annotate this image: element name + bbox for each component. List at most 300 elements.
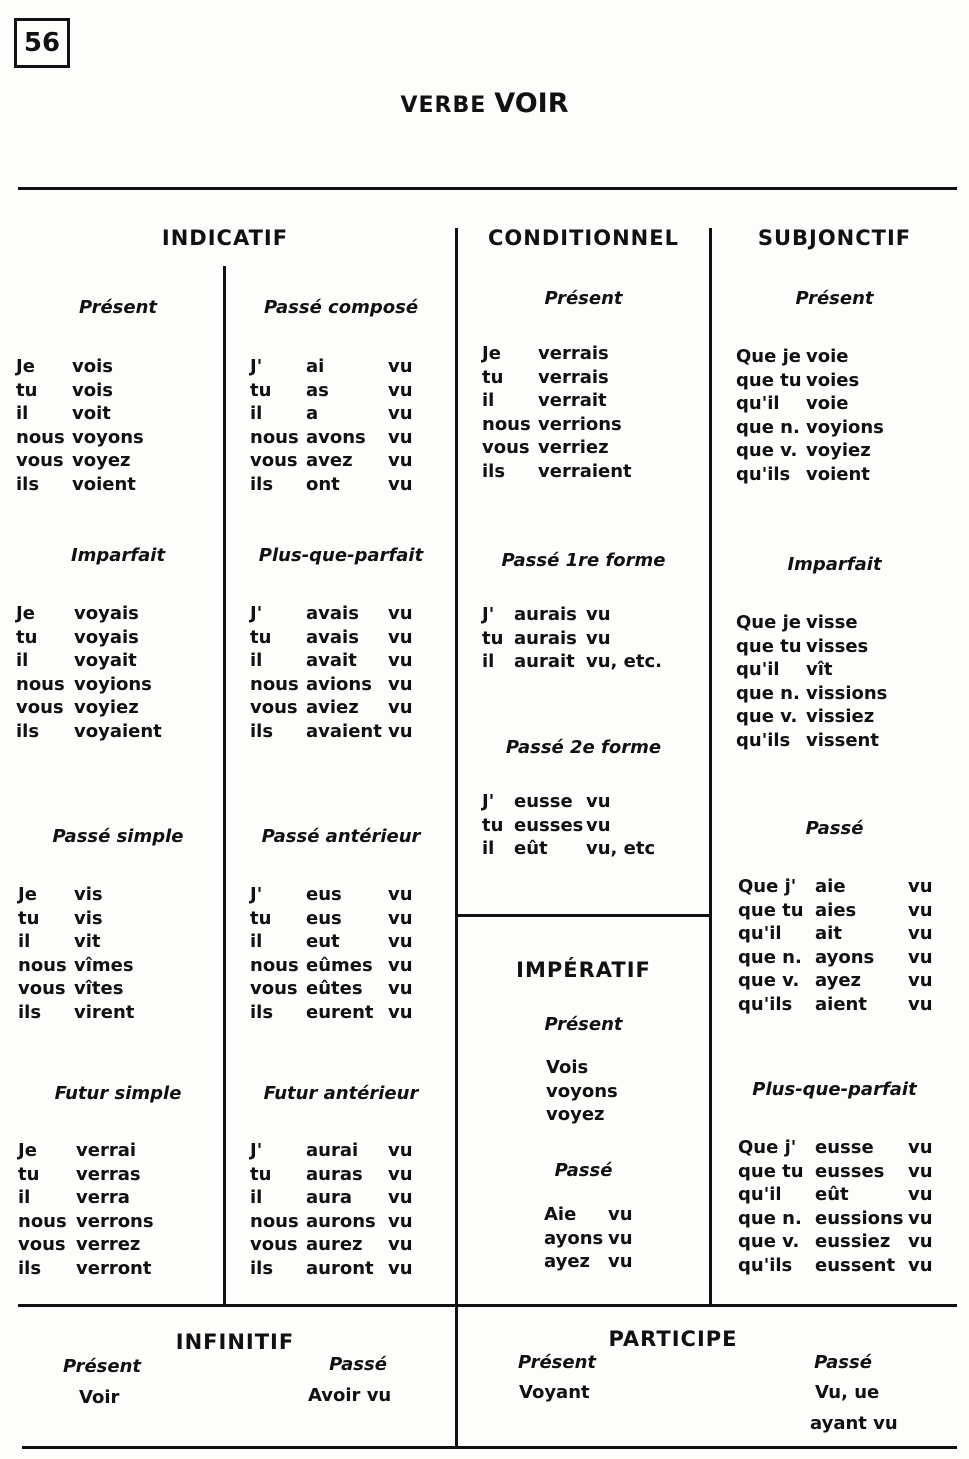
conjugation-row — [250, 473, 413, 497]
pronoun: nous — [250, 1210, 299, 1232]
pronoun: il — [482, 390, 495, 411]
subjonctif-plus-que-parfait-label: Plus-que-parfait — [752, 1079, 917, 1100]
conjugation-row — [546, 1103, 618, 1127]
verb-form: vîtes — [74, 978, 124, 999]
conjugation-row — [482, 413, 632, 437]
pronoun: il — [250, 1187, 263, 1208]
participle: vu — [388, 1001, 413, 1023]
conjugation-row — [736, 439, 884, 463]
verb-form: eut — [306, 931, 340, 952]
pronoun: vous — [482, 437, 530, 458]
verb-form: eussiez — [815, 1231, 891, 1252]
participle: vu — [388, 931, 413, 952]
conjugation-row — [250, 602, 413, 626]
verb-form: avaient — [306, 720, 382, 742]
verb-form: vis — [74, 907, 103, 929]
verb-form: Vois — [546, 1057, 589, 1078]
verb-form: voyais — [74, 626, 139, 648]
conjugation-row — [250, 673, 413, 697]
verb-form: verrai — [76, 1140, 137, 1161]
pronoun: qu'il — [736, 393, 780, 414]
pronoun: que n. — [738, 1207, 802, 1229]
pronoun: tu — [250, 626, 272, 648]
conjugation-row — [16, 720, 162, 744]
conjugation-row — [16, 426, 144, 450]
conjugation-row — [736, 392, 884, 416]
pronoun: qu'il — [738, 1184, 782, 1205]
conditionnel-present-label: Présent — [544, 288, 623, 309]
verb-form: visses — [806, 635, 869, 657]
conjugation-row — [738, 1230, 933, 1254]
pronoun: il — [18, 1187, 31, 1208]
verb-form: ait — [815, 923, 842, 944]
verb-form: voie — [806, 346, 849, 367]
pronoun: nous — [250, 673, 299, 695]
participle: vu — [586, 627, 611, 649]
page-number: 56 — [14, 18, 70, 68]
conditionnel-subjonctif-divider — [709, 228, 712, 1304]
pronoun: que n. — [738, 946, 802, 968]
pronoun: tu — [16, 626, 38, 648]
verb-form: avons — [306, 426, 366, 448]
participle: vu — [586, 791, 611, 812]
verb-form: vois — [72, 356, 113, 377]
conjugation-row — [738, 946, 933, 970]
pronoun: Je — [18, 884, 37, 905]
conjugation-row — [18, 1210, 154, 1234]
participle: vu — [388, 626, 413, 648]
conjugation-row — [736, 729, 887, 753]
pronoun: tu — [482, 366, 504, 388]
verb-form: verra — [76, 1187, 130, 1208]
conjugation-row — [482, 790, 655, 814]
conditionnel-passe1-text: Passé 1re forme — [501, 550, 666, 571]
participle: vu — [388, 473, 413, 495]
pronoun: vous — [250, 450, 298, 471]
verb-form: vissions — [806, 682, 888, 704]
pronoun: J' — [482, 791, 495, 812]
pronoun: il — [250, 931, 263, 952]
top-rule — [18, 187, 957, 190]
participle: vu — [388, 884, 413, 905]
indicatif-plus-que-parfait-label: Plus-que-parfait — [258, 545, 424, 566]
pronoun: nous — [18, 954, 67, 976]
pronoun: que tu — [736, 369, 802, 391]
participe-heading: PARTICIPE — [608, 1327, 738, 1351]
indicatif-passe-anterieur-rows — [250, 883, 413, 1024]
conjugation-row — [482, 603, 662, 627]
verb-form: vis — [74, 884, 103, 905]
participle: vu — [908, 970, 933, 991]
indicatif-passe-simple-rows — [18, 883, 134, 1024]
conjugation-row — [482, 650, 662, 674]
conjugation-row — [250, 1257, 413, 1281]
conjugation-row — [546, 1056, 618, 1080]
verb-form: eusses — [514, 814, 584, 836]
participe-present-value: Voyant — [519, 1382, 590, 1403]
conjugation-row — [736, 416, 884, 440]
conjugation-row — [482, 366, 632, 390]
conjugation-row — [250, 930, 413, 954]
pronoun: Que j' — [738, 1137, 797, 1158]
verb-form: voyiez — [74, 697, 139, 718]
pronoun: il — [16, 650, 29, 671]
verb-form: avait — [306, 650, 357, 671]
pronoun: ils — [18, 1257, 42, 1279]
verb-form: verrait — [538, 390, 607, 411]
participle: vu — [908, 1207, 933, 1229]
verb-form: avez — [306, 450, 353, 471]
verb-form: voyaient — [74, 720, 162, 742]
verb-form: auront — [306, 1257, 374, 1279]
verb-form: as — [306, 379, 329, 401]
verb-form: ayons — [815, 946, 875, 968]
verb-form: voyez — [72, 450, 131, 471]
verb-form: eussent — [815, 1254, 896, 1276]
verb-form: vu — [608, 1204, 633, 1225]
conjugation-row — [18, 1233, 154, 1257]
pronoun: qu'ils — [738, 993, 793, 1015]
conjugation-row — [738, 899, 933, 923]
participle: vu — [908, 993, 933, 1015]
verb-form: eusses — [815, 1160, 885, 1182]
pronoun: qu'ils — [736, 729, 791, 751]
conjugation-row — [250, 626, 413, 650]
pronoun: ils — [482, 460, 506, 482]
indicatif-passe-compose-label: Passé composé — [263, 297, 419, 318]
pronoun: que tu — [736, 635, 802, 657]
conjugation-row — [544, 1203, 633, 1227]
participle: vu — [388, 673, 413, 695]
infinitif-heading: INFINITIF — [175, 1330, 295, 1354]
verb-form: voit — [72, 403, 111, 424]
conjugation-row — [18, 930, 134, 954]
verb-form: aurais — [514, 604, 577, 625]
conjugation-row — [16, 355, 144, 379]
verb-form: avions — [306, 673, 372, 695]
pronoun: que v. — [738, 970, 800, 991]
conjugation-row — [250, 1233, 413, 1257]
conditionnel-passe2-label: Passé 2e forme — [505, 737, 662, 758]
conjugation-row — [736, 369, 884, 393]
pronoun: J' — [250, 1140, 263, 1161]
infinitif-present-value: Voir — [79, 1387, 120, 1408]
participle: vu — [388, 1210, 413, 1232]
pronoun: J' — [482, 604, 495, 625]
conjugation-row — [482, 436, 632, 460]
participle: vu — [388, 650, 413, 671]
verb-form: eussions — [815, 1207, 904, 1229]
verb-form: aurons — [306, 1210, 376, 1232]
conditionnel-passe1-rows — [482, 603, 662, 674]
verb-form: vu — [608, 1251, 633, 1272]
conjugation-row — [738, 1136, 933, 1160]
participle: vu — [908, 946, 933, 968]
verb-form: voyions — [806, 416, 884, 438]
verb-form: eûtes — [306, 978, 363, 999]
pronoun: qu'ils — [738, 1254, 793, 1276]
pronoun: il — [16, 403, 29, 424]
conjugation-row — [250, 449, 413, 473]
verb-form: voyons — [72, 426, 144, 448]
conjugation-row — [18, 1257, 154, 1281]
conjugation-row — [546, 1080, 618, 1104]
pronoun: ayez — [544, 1251, 591, 1272]
conjugation-row — [250, 720, 413, 744]
participle: vu — [908, 1184, 933, 1205]
participle: vu — [388, 379, 413, 401]
conjugation-row — [250, 977, 413, 1001]
verb-form: vît — [806, 659, 833, 680]
conjugation-row — [18, 954, 134, 978]
pronoun: que tu — [738, 899, 804, 921]
pronoun: vous — [250, 1234, 298, 1255]
conjugation-row — [18, 1186, 154, 1210]
pronoun: J' — [250, 884, 263, 905]
indicatif-futur-simple-rows — [18, 1139, 154, 1280]
conjugation-row — [736, 658, 887, 682]
participle: vu — [586, 604, 611, 625]
pronoun: tu — [482, 814, 504, 836]
verb-form: verriez — [538, 437, 609, 458]
infinitif-present-label: Présent — [62, 1356, 142, 1377]
verb-form: eusse — [514, 791, 573, 812]
pronoun: que v. — [736, 706, 798, 727]
verb-form: ai — [306, 356, 325, 377]
pronoun: nous — [482, 413, 531, 435]
verb-form: eus — [306, 907, 342, 929]
indicatif-present-rows — [16, 355, 144, 496]
participle: vu — [908, 1137, 933, 1158]
conjugation-row — [738, 1254, 933, 1278]
pronoun: ils — [16, 473, 40, 495]
conditionnel-present-rows — [482, 342, 632, 483]
imperatif-top-rule — [458, 914, 709, 917]
pronoun: J' — [250, 356, 263, 377]
participle: vu — [388, 356, 413, 377]
participle: vu — [388, 697, 413, 718]
conjugation-row — [738, 875, 933, 899]
participle: vu — [908, 1160, 933, 1182]
pronoun: vous — [18, 978, 66, 999]
conjugation-row — [16, 402, 144, 426]
participe-passe-value-1: Vu, ue — [815, 1382, 880, 1403]
pronoun: qu'ils — [736, 463, 791, 485]
conjugation-row — [250, 696, 413, 720]
indicatif-imparfait-label: Imparfait — [70, 545, 166, 566]
participle: vu — [388, 426, 413, 448]
conjugation-row — [16, 449, 144, 473]
indicatif-divider — [223, 266, 226, 1304]
pronoun: tu — [18, 1163, 40, 1185]
verb-form: aura — [306, 1187, 352, 1208]
subjonctif-imparfait-rows — [736, 611, 887, 752]
pronoun: vous — [16, 450, 64, 471]
verb-form: eût — [514, 838, 548, 859]
conjugation-row — [250, 1186, 413, 1210]
indicatif-passe-anterieur-label: Passé antérieur — [261, 826, 421, 847]
pronoun: que n. — [736, 682, 800, 704]
pronoun: il — [18, 931, 31, 952]
participle: vu — [586, 814, 611, 836]
subjonctif-plus-que-parfait-rows — [738, 1136, 933, 1277]
indicatif-passe-simple-label: Passé simple — [52, 826, 184, 847]
participle: vu — [908, 1231, 933, 1252]
indicatif-imparfait-rows — [16, 602, 162, 743]
verb-form: aurais — [514, 627, 577, 649]
conjugation-row — [18, 883, 134, 907]
pronoun: il — [250, 403, 263, 424]
conjugation-row — [738, 969, 933, 993]
verb-form: eurent — [306, 1001, 374, 1023]
conjugation-row — [544, 1250, 633, 1274]
conjugation-row — [16, 673, 162, 697]
conjugation-row — [250, 426, 413, 450]
conjugation-row — [482, 627, 662, 651]
pronoun: ayons — [544, 1227, 604, 1249]
conjugation-row — [250, 379, 413, 403]
pronoun: vous — [18, 1234, 66, 1255]
conjugation-row — [18, 1163, 154, 1187]
pronoun: qu'il — [736, 659, 780, 680]
participe-present-label: Présent — [517, 1352, 597, 1373]
conjugation-row — [738, 1183, 933, 1207]
subjonctif-heading: SUBJONCTIF — [757, 226, 912, 250]
pronoun: Aie — [544, 1204, 577, 1225]
verb-form: auras — [306, 1163, 363, 1185]
verb-form: aient — [815, 993, 867, 1015]
indicatif-conditionnel-divider — [455, 228, 458, 1446]
conjugation-row — [18, 1001, 134, 1025]
conjugation-row — [250, 402, 413, 426]
participle: vu — [388, 978, 413, 999]
conjugation-row — [18, 977, 134, 1001]
verb-form: ont — [306, 473, 340, 495]
pronoun: Je — [16, 356, 35, 377]
verb-form: eûmes — [306, 954, 373, 976]
indicatif-plus-que-parfait-rows — [250, 602, 413, 743]
conjugation-row — [250, 1001, 413, 1025]
subjonctif-passe-rows — [738, 875, 933, 1016]
verb-form: vîmes — [74, 954, 134, 976]
pronoun: ils — [250, 473, 274, 495]
verb-form: aurez — [306, 1234, 363, 1255]
pronoun: nous — [18, 1210, 67, 1232]
conjugation-row — [738, 922, 933, 946]
verb-form: verras — [76, 1163, 141, 1185]
participle: vu — [388, 603, 413, 624]
conjugation-row — [738, 993, 933, 1017]
verb-form: vu — [608, 1227, 633, 1249]
verb-form: verrais — [538, 366, 609, 388]
conjugation-row — [16, 602, 162, 626]
participle: vu — [908, 923, 933, 944]
verb-form: voyait — [74, 650, 137, 671]
pronoun: tu — [16, 379, 38, 401]
participle: vu, etc — [586, 838, 656, 859]
pronoun: Que j' — [738, 876, 797, 897]
pronoun: ils — [18, 1001, 42, 1023]
participle: vu — [388, 403, 413, 424]
participle: vu — [388, 720, 413, 742]
pronoun: nous — [16, 426, 65, 448]
participle: vu — [908, 876, 933, 897]
conjugation-row — [16, 626, 162, 650]
participle: vu, etc. — [586, 651, 662, 672]
verb-form: verrais — [538, 343, 609, 364]
conjugation-row — [482, 814, 655, 838]
verb-form: ayez — [815, 970, 862, 991]
pronoun: ils — [250, 1001, 274, 1023]
verb-form: verront — [76, 1257, 152, 1279]
pronoun: tu — [250, 1163, 272, 1185]
pronoun: Je — [482, 343, 501, 364]
verb-form: visse — [806, 612, 858, 633]
title-verb: VOIR — [494, 88, 569, 119]
conjugation-row — [482, 342, 632, 366]
conjugation-row — [544, 1227, 633, 1251]
indicatif-heading: INDICATIF — [161, 226, 289, 250]
conjugation-row — [18, 1139, 154, 1163]
verb-form: avais — [306, 626, 359, 648]
indicatif-present-label: Présent — [78, 297, 158, 318]
conjugation-row — [738, 1160, 933, 1184]
conjugation-row — [250, 1163, 413, 1187]
pronoun: ils — [16, 720, 40, 742]
pronoun: que v. — [736, 440, 798, 461]
infinitif-passe-value: Avoir vu — [308, 1385, 392, 1406]
indicatif-passe-compose-rows — [250, 355, 413, 496]
pronoun: nous — [250, 426, 299, 448]
participe-passe-value-2: ayant vu — [810, 1413, 898, 1434]
verb-form: voyons — [546, 1080, 618, 1102]
imperatif-present-rows — [546, 1056, 618, 1127]
verb-form: aurait — [514, 651, 575, 672]
participle: vu — [388, 907, 413, 929]
pronoun: nous — [16, 673, 65, 695]
subjonctif-present-rows — [736, 345, 884, 486]
verb-form: voyais — [74, 603, 139, 624]
imperatif-present-label: Présent — [544, 1014, 623, 1035]
pronoun: Je — [18, 1140, 37, 1161]
title-prefix: VERBE — [400, 93, 487, 118]
conjugation-row — [736, 463, 884, 487]
pronoun: que v. — [738, 1231, 800, 1252]
verb-form: voies — [806, 369, 860, 391]
pronoun: tu — [18, 907, 40, 929]
verb-form: voyions — [74, 673, 152, 695]
verb-form: a — [306, 403, 319, 424]
indicatif-futur-simple-label: Futur simple — [54, 1083, 182, 1104]
verb-form: voient — [806, 463, 870, 485]
indicatif-futur-anterieur-label: Futur antérieur — [263, 1083, 419, 1104]
pronoun: qu'il — [738, 923, 782, 944]
verb-form: avais — [306, 603, 359, 624]
pronoun: ils — [250, 1257, 274, 1279]
verb-form: vit — [74, 931, 101, 952]
conjugation-row — [482, 389, 632, 413]
conjugation-row — [16, 696, 162, 720]
conjugation-row — [736, 345, 884, 369]
verb-form: verraient — [538, 460, 632, 482]
pronoun: tu — [250, 379, 272, 401]
verb-form: verrez — [76, 1234, 141, 1255]
participle: vu — [908, 899, 933, 921]
verb-form: aurai — [306, 1140, 359, 1161]
conjugation-row — [736, 611, 887, 635]
page-title — [0, 88, 969, 119]
participle: vu — [388, 954, 413, 976]
